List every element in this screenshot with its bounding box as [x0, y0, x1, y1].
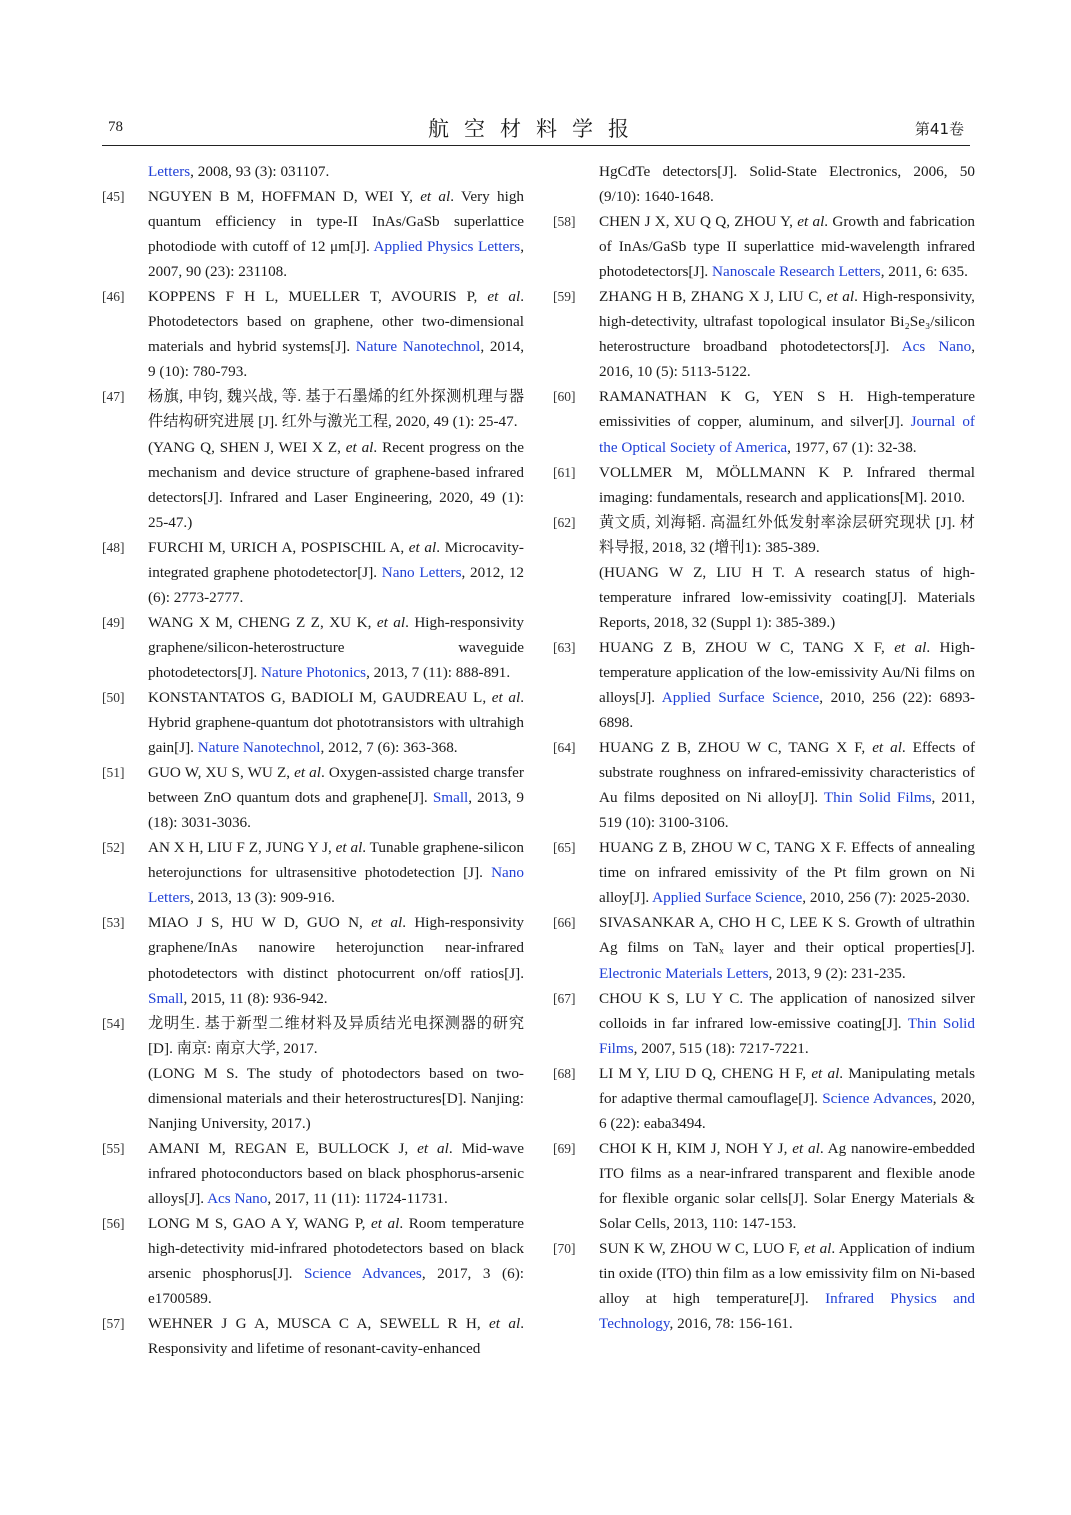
reference-number: [45]	[102, 189, 125, 205]
reference-body	[148, 1136, 524, 1211]
reference-text: AMANI M, REGAN E, BULLOCK J,	[148, 1139, 418, 1157]
reference-entry	[102, 1311, 524, 1361]
reference-body	[148, 535, 524, 610]
reference-text: . Growth and fabrication of InAs/GaSb type II superlattice mid-wavelength infrared photodetectors[J].	[599, 213, 976, 281]
reference-body	[599, 159, 975, 209]
reference-number: [51]	[102, 765, 125, 781]
reference-text: . High-responsivity graphene/silicon-heterostructure waveguide photodetectors[J].	[148, 613, 524, 681]
reference-body	[599, 510, 975, 560]
et-al-text: et al	[804, 1240, 832, 1258]
reference-body	[148, 685, 524, 760]
reference-entry	[102, 535, 524, 610]
reference-text: , 2020, 6 (22): eaba3494.	[599, 1089, 975, 1132]
journal-link[interactable]: Thin Solid Films	[599, 1014, 975, 1057]
reference-text: , 2013, 9 (2): 231-235.	[768, 964, 906, 982]
reference-text: . Room temperature high-detectivity mid-infrared photodetectors based on black arsenic phosphorus[J].	[148, 1214, 524, 1283]
reference-number: [57]	[102, 1316, 125, 1332]
reference-number: [47]	[102, 389, 125, 405]
reference-body	[599, 384, 975, 459]
reference-text: . Application of indium tin oxide (ITO) thin film as a low emissivity film on Ni-based alloy at high temperature[J].	[599, 1240, 975, 1308]
reference-text: , 2010, 256 (7): 2025-2030.	[802, 889, 970, 907]
reference-text: CHEN J X, XU Q Q, ZHOU Y,	[599, 213, 798, 231]
reference-entry	[102, 760, 524, 835]
reference-text: LONG M S, GAO A Y, WANG P,	[148, 1214, 371, 1232]
reference-body	[148, 184, 524, 284]
et-al-text: et al	[792, 1139, 820, 1157]
reference-text: FURCHI M, URICH A, POSPISCHIL A,	[148, 538, 409, 556]
reference-number: [63]	[553, 639, 576, 655]
reference-body	[148, 384, 524, 434]
reference-number: [46]	[102, 289, 125, 305]
reference-entry	[553, 1136, 975, 1236]
et-al-text: et al	[872, 739, 902, 757]
reference-number: [60]	[553, 389, 576, 405]
reference-text: . Tunable graphene-silicon heterojunctions for ultrasensitive photodetection [J].	[148, 839, 524, 882]
reference-text: LI M Y, LIU D Q, CHENG H F,	[599, 1064, 812, 1082]
reference-entry	[553, 835, 975, 910]
journal-link[interactable]: Science Advances	[822, 1089, 933, 1107]
reference-text: , 2017, 3 (6): e1700589.	[148, 1265, 524, 1308]
reference-text: , 2014, 9 (10): 780-793.	[148, 338, 524, 381]
reference-entry	[553, 735, 975, 835]
reference-text: , 2011, 6: 635.	[880, 263, 968, 281]
journal-link[interactable]: Acs Nano	[207, 1189, 268, 1207]
reference-text: CHOI K H, KIM J, NOH Y J,	[599, 1139, 793, 1157]
et-al-text: et al	[811, 1064, 840, 1082]
reference-text: (LONG M S. The study of photodectors based on two-dimensional materials and their heterostructures[D]. Nanjing: Nanjing University, 2017.)	[148, 1064, 524, 1132]
journal-link[interactable]: Science Advances	[303, 1265, 422, 1283]
reference-entry	[102, 1136, 524, 1211]
reference-body	[148, 835, 524, 910]
reference-text: , 2015, 11 (8): 936-942.	[183, 989, 328, 1007]
reference-text: HgCdTe detectors[J]. Solid-State Electronics, 2006, 50 (9/10): 1640-1648.	[599, 163, 975, 206]
et-al-text: et al	[420, 188, 451, 206]
journal-link[interactable]: Small	[148, 989, 184, 1007]
reference-text: MIAO J S, HU W D, GUO N,	[148, 914, 372, 932]
reference-text: 黄文质, 刘海韬. 高温红外低发射率涂层研究现状 [J]. 材料导报, 2018, 32 (增刊1): 385-389.	[599, 513, 975, 556]
reference-number: [50]	[102, 689, 125, 705]
reference-entry	[553, 986, 975, 1061]
reference-entry	[553, 635, 975, 735]
reference-continuation	[553, 159, 975, 209]
journal-link[interactable]: Infrared Physics and Technology	[599, 1290, 975, 1333]
reference-body	[148, 284, 524, 384]
reference-text: . High-temperature application of the low-emissivity Au/Ni films on alloys[J].	[599, 638, 975, 706]
reference-text: KOPPENS F H L, MUELLER T, AVOURIS P,	[148, 288, 488, 306]
reference-number: [59]	[553, 289, 576, 305]
reference-text: , 2011, 519 (10): 3100-3106.	[599, 789, 975, 832]
reference-body	[599, 986, 975, 1061]
reference-text: SIVASANKAR A, CHO H C, LEE K S. Growth of ultrathin Ag films on TaNₓ layer and their optical properties[J].	[599, 914, 975, 957]
reference-text: NGUYEN B M, HOFFMAN D, WEI Y,	[148, 188, 421, 206]
reference-body	[148, 1311, 524, 1361]
page-header	[102, 113, 970, 146]
reference-text: , 2013, 13 (3): 909-916.	[190, 889, 335, 907]
journal-link[interactable]: Electronic Materials Letters	[599, 964, 769, 982]
reference-text: . Hybrid graphene-quantum dot phototransistors with ultrahigh gain[J].	[148, 688, 524, 757]
reference-text: , 2012, 12 (6): 2773-2777.	[148, 563, 525, 606]
reference-text: , 2012, 7 (6): 363-368.	[320, 739, 458, 757]
reference-text: . Responsivity and lifetime of resonant-cavity-enhanced	[148, 1315, 524, 1358]
reference-text: . High-responsivity, high-detectivity, ultrafast topological insulator Bi₂Se₃/silicon heterostructure broadband photodetectors[J].	[599, 288, 975, 356]
journal-link[interactable]: Thin Solid Films	[823, 789, 932, 807]
reference-body	[599, 835, 975, 910]
reference-translation	[148, 1061, 524, 1136]
reference-text: (YANG Q, SHEN J, WEI X Z,	[148, 438, 346, 456]
reference-entry	[102, 910, 524, 1010]
reference-text: . Microcavity-integrated graphene photodetector[J].	[148, 538, 524, 581]
reference-number: [69]	[553, 1140, 576, 1156]
reference-body	[148, 910, 524, 1010]
reference-entry	[553, 910, 975, 985]
et-al-text: et al	[335, 839, 363, 857]
et-al-text: et al	[487, 288, 521, 306]
reference-body	[599, 284, 975, 384]
reference-body	[599, 910, 975, 985]
reference-number: [61]	[553, 464, 576, 480]
reference-entry	[553, 384, 975, 459]
reference-body	[599, 1136, 975, 1236]
et-al-text: et al	[491, 688, 521, 706]
reference-number: [56]	[102, 1215, 125, 1231]
et-al-text: et al	[489, 1315, 521, 1333]
reference-entry	[102, 384, 524, 534]
reference-number: [53]	[102, 915, 125, 931]
reference-entry	[102, 1011, 524, 1136]
journal-link[interactable]: Nature Photonics	[261, 663, 367, 681]
reference-entry	[553, 1061, 975, 1136]
reference-text: 龙明生. 基于新型二维材料及异质结光电探测器的研究 [D]. 南京: 南京大学, 2017.	[148, 1014, 524, 1057]
reference-entry	[553, 284, 975, 384]
reference-body	[599, 735, 975, 835]
et-al-text: et al	[294, 764, 321, 782]
et-al-text: et al	[376, 613, 406, 631]
page-number: 78	[108, 119, 123, 135]
reference-text: , 2010, 256 (22): 6893-6898.	[599, 688, 975, 732]
reference-number: [48]	[102, 539, 125, 555]
reference-text: HUANG Z B, ZHOU W C, TANG X F. Effects of annealing time on infrared emissivity of the Pt film grown on Ni alloy[J].	[599, 839, 975, 907]
reference-text: . Oxygen-assisted charge transfer between ZnO quantum dots and graphene[J].	[148, 764, 524, 807]
journal-link[interactable]: Nano Letters	[381, 563, 462, 581]
reference-entry	[102, 1211, 524, 1311]
reference-entry	[553, 209, 975, 284]
reference-text: . Effects of substrate roughness on infrared-emissivity characteristics of Au films deposited on Ni alloy[J].	[599, 739, 976, 807]
reference-text: HUANG Z B, ZHOU W C, TANG X F,	[599, 638, 895, 656]
reference-entry	[102, 835, 524, 910]
reference-number: [68]	[553, 1065, 576, 1081]
reference-text: 杨旗, 申钧, 魏兴战, 等. 基于石墨烯的红外探测机理与器件结构研究进展 [J]. 红外与激光工程, 2020, 49 (1): 25-47.	[148, 388, 524, 431]
reference-text: ZHANG H B, ZHANG X J, LIU C,	[599, 288, 827, 306]
reference-number: [64]	[553, 740, 576, 756]
reference-text: . Manipulating metals for adaptive thermal camouflage[J].	[599, 1064, 975, 1107]
reference-body	[599, 1236, 975, 1336]
reference-body	[599, 635, 975, 735]
journal-link[interactable]: Nano Letters	[148, 864, 524, 907]
reference-translation	[148, 435, 524, 535]
reference-translation	[599, 560, 975, 635]
reference-entry	[553, 460, 975, 510]
reference-number: [58]	[553, 214, 576, 230]
reference-text: , 2007, 90 (23): 231108.	[148, 238, 524, 281]
reference-text: CHOU K S, LU Y C. The application of nanosized silver colloids in far infrared low-emissive coating[J].	[599, 989, 975, 1032]
reference-text: KONSTANTATOS G, BADIOLI M, GAUDREAU L,	[148, 688, 492, 706]
reference-text: (HUANG W Z, LIU H T. A research status of high-temperature infrared low-emissivity coating[J]. Materials Reports, 2018, 32 (Suppl 1): 385-389.)	[599, 563, 975, 631]
reference-text: , 1977, 67 (1): 32-38.	[787, 438, 917, 456]
reference-text: , 2016, 78: 156-161.	[669, 1315, 793, 1333]
reference-number: [54]	[102, 1015, 125, 1031]
left-column-references	[102, 159, 524, 1361]
reference-body	[148, 610, 524, 685]
reference-number: [67]	[553, 990, 576, 1006]
reference-text: . Very high quantum efficiency in type-II InAs/GaSb superlattice photodiode with cutoff of 12 μm[J].	[148, 188, 525, 256]
journal-link[interactable]: Letters	[148, 163, 191, 180]
journal-link[interactable]: Nature Nanotechnol	[197, 739, 321, 757]
reference-text: . Recent progress on the mechanism and device structure of graphene-based infrared detectors[J]. Infrared and Laser Engineering, 2020, 49 (1): 25-47.)	[148, 438, 524, 531]
reference-text: , 2007, 515 (18): 7217-7221.	[633, 1039, 809, 1057]
reference-body	[599, 460, 975, 510]
reference-text: . Ag nanowire-embedded ITO films as a near-infrared transparent and flexible anode for flexible organic solar cells[J]. Solar Energy Materials & Solar Cells, 2013, 110: 147-153.	[599, 1139, 975, 1232]
reference-entry	[553, 1236, 975, 1336]
reference-continuation	[102, 159, 524, 184]
right-column-references	[553, 159, 975, 1336]
reference-body	[148, 760, 524, 835]
reference-body	[599, 209, 975, 284]
reference-text: . Mid-wave infrared photoconductors based on black phosphorus-arsenic alloys[J].	[148, 1139, 525, 1207]
et-al-text: et al	[826, 288, 855, 306]
et-al-text: et al	[417, 1139, 449, 1157]
reference-text: HUANG Z B, ZHOU W C, TANG X F,	[599, 739, 873, 757]
reference-text: , 2017, 11 (11): 11724-11731.	[267, 1189, 448, 1207]
reference-text: , 2016, 10 (5): 5113-5122.	[599, 338, 976, 381]
et-al-text: et al	[408, 538, 437, 556]
journal-link[interactable]: Journal of the Optical Society of America	[599, 413, 975, 456]
reference-body	[148, 1211, 524, 1311]
reference-number: [65]	[553, 840, 576, 856]
reference-text: SUN K W, ZHOU W C, LUO F,	[599, 1240, 805, 1258]
reference-number: [55]	[102, 1140, 125, 1156]
reference-entry	[102, 284, 524, 384]
journal-link[interactable]: Nature Nanotechnol	[355, 338, 481, 356]
et-al-text: et al	[371, 914, 403, 932]
reference-number: [49]	[102, 614, 125, 630]
reference-number: [70]	[553, 1241, 576, 1257]
et-al-text: et al	[345, 438, 374, 456]
volume-label: 第41卷	[914, 120, 964, 138]
journal-link[interactable]: Nanoscale Research Letters	[712, 263, 881, 281]
reference-text: VOLLMER M, MÖLLMANN K P. Infrared thermal imaging: fundamentals, research and applications[M]. 2010.	[599, 463, 975, 506]
reference-text: . Photodetectors based on graphene, other two-dimensional materials and hybrid systems[J].	[148, 288, 524, 356]
reference-text: GUO W, XU S, WU Z,	[148, 764, 295, 782]
reference-text: WEHNER J G A, MUSCA C A, SEWELL R H,	[148, 1315, 490, 1333]
reference-text: AN X H, LIU F Z, JUNG Y J,	[148, 839, 336, 857]
et-al-text: et al	[370, 1214, 400, 1232]
reference-text: , 2008, 93 (3): 031107.	[190, 163, 330, 180]
journal-link[interactable]: Applied Surface Science	[652, 889, 803, 907]
reference-body	[148, 1011, 524, 1061]
reference-text: , 2013, 7 (11): 888-891.	[366, 663, 511, 681]
reference-text: WANG X M, CHENG Z Z, XU K,	[148, 613, 377, 631]
journal-link[interactable]: Applied Surface Science	[661, 688, 820, 706]
reference-body	[148, 159, 524, 184]
reference-entry	[102, 685, 524, 760]
reference-entry	[102, 184, 524, 284]
reference-number: [52]	[102, 840, 125, 856]
journal-title: 航空材料学报	[428, 117, 644, 141]
et-al-text: et al	[894, 638, 927, 656]
journal-link[interactable]: Small	[432, 789, 469, 807]
reference-entry	[102, 610, 524, 685]
reference-number: [66]	[553, 915, 576, 931]
journal-link[interactable]: Acs Nano	[901, 338, 972, 356]
reference-body	[599, 1061, 975, 1136]
journal-link[interactable]: Applied Physics Letters	[373, 238, 521, 256]
reference-number: [62]	[553, 514, 576, 530]
et-al-text: et al	[797, 213, 825, 231]
reference-text: . High-responsivity graphene/InAs nanowire heterojunction near-infrared photodetectors with distinct photocurrent on/off ratios[J].	[148, 914, 525, 982]
reference-entry	[553, 510, 975, 635]
reference-text: RAMANATHAN K G, YEN S H. High-temperature emissivities of copper, aluminum, and silver[J].	[599, 388, 975, 431]
reference-text: , 2013, 9 (18): 3031-3036.	[148, 789, 525, 832]
